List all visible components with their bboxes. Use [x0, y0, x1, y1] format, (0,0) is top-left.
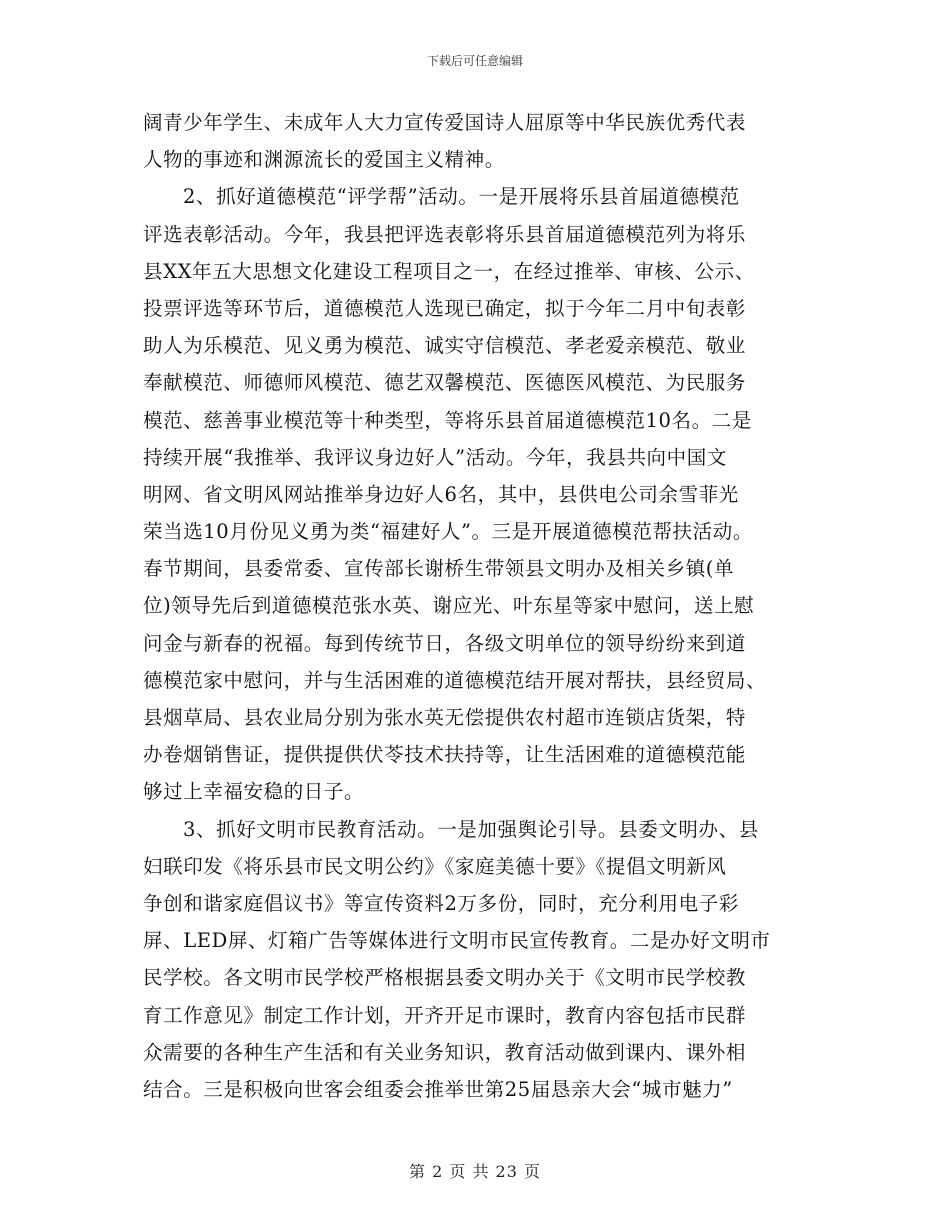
text-line: 人物的事迹和渊源流长的爱国主义精神。	[143, 148, 505, 172]
text-line: 众需要的各种生产生活和有关业务知识，教育活动做到课内、课外相	[143, 1040, 747, 1064]
text-line: 位)领导先后到道德模范张水英、谢应光、叶东星等家中慰问，送上慰	[143, 594, 755, 618]
text-line: 结合。三是积极向世客会组委会推举世第25届恳亲大会“城市魅力”	[143, 1077, 733, 1101]
text-line: 民学校。各文明市民学校严格根据县委文明办关于《文明市民学校教	[143, 966, 747, 990]
text-line: 投票评选等环节后，道德模范人选现已确定，拟于今年二月中旬表彰	[143, 296, 747, 320]
text-line: 奉献模范、师德师风模范、德艺双馨模范、医德医风模范、为民服务	[143, 371, 747, 395]
text-line: 德模范家中慰问，并与生活困难的道德模范结开展对帮扶，县经贸局、	[143, 668, 767, 692]
text-line: 县XX年五大思想文化建设工程项目之一，在经过推举、审核、公示、	[143, 259, 755, 283]
text-line: 屏、LED屏、灯箱广告等媒体进行文明市民宣传教育。二是办好文明市	[143, 929, 771, 953]
text-line: 妇联印发《将乐县市民文明公约》《家庭美德十要》《提倡文明新风	[143, 854, 727, 878]
text-line: 评选表彰活动。今年，我县把评选表彰将乐县首届道德模范列为将乐	[143, 222, 747, 246]
document-body	[143, 104, 813, 1108]
page-header: 下载后可任意编辑	[426, 54, 523, 68]
text-line: 助人为乐模范、见义勇为模范、诚实守信模范、孝老爱亲模范、敬业	[143, 334, 747, 358]
text-line: 问金与新春的祝福。每到传统节日，各级文明单位的领导纷纷来到道	[143, 631, 747, 655]
text-line: 争创和谐家庭倡议书》等宣传资料2万多份，同时，充分利用电子彩	[143, 891, 739, 915]
text-line: 荣当选10月份见义勇为类“福建好人”。三是开展道德模范帮扶活动。	[143, 520, 753, 544]
text-line: 县烟草局、县农业局分别为张水英无偿提供农村超市连锁店货架，特	[143, 706, 747, 729]
text-line: 够过上幸福安稳的日子。	[143, 780, 365, 804]
text-line: 办卷烟销售证，提供提供伏苓技术扶持等，让生活困难的道德模范能	[143, 743, 747, 767]
text-line: 模范、慈善事业模范等十种类型，等将乐县首届道德模范10名。二是	[143, 408, 752, 432]
paragraph-start-line: 3、抓好文明市民教育活动。一是加强舆论引导。县委文明办、县	[183, 817, 759, 841]
page-footer: 第 2 页 共 23 页	[409, 1162, 541, 1181]
text-line: 阔青少年学生、未成年人大力宣传爱国诗人屈原等中华民族优秀代表	[143, 111, 747, 134]
text-line: 明网、省文明风网站推举身边好人6名，其中，县供电公司余雪菲光	[143, 482, 739, 506]
text-line: 育工作意见》制定工作计划，开齐开足市课时，教育内容包括市民群	[143, 1003, 747, 1027]
text-line: 持续开展“我推举、我评议身边好人”活动。今年，我县共向中国文	[143, 445, 727, 469]
paragraph-start-line: 2、抓好道德模范“评学帮”活动。一是开展将乐县首届道德模范	[183, 185, 740, 209]
text-line: 春节期间，县委常委、宣传部长谢桥生带领县文明办及相关乡镇(单	[143, 557, 735, 581]
